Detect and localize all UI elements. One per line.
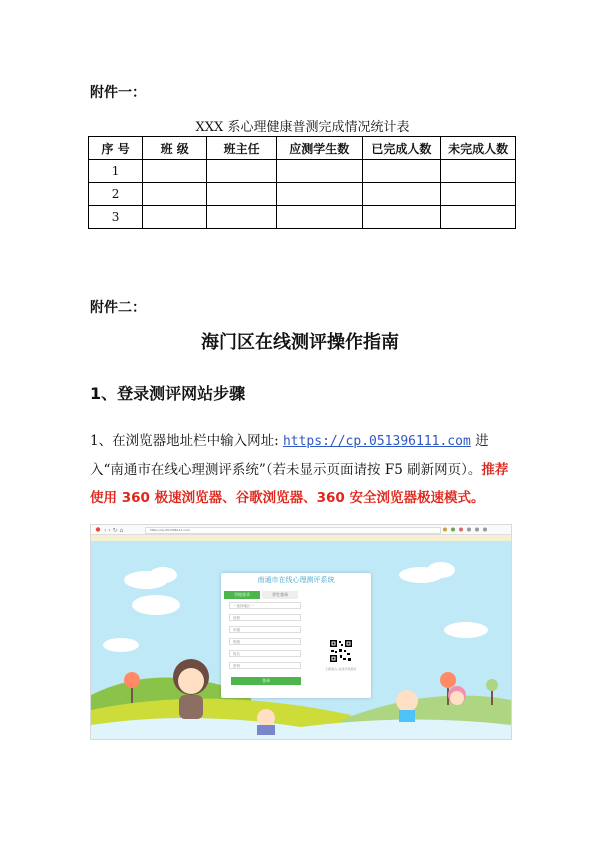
table-cell: 1 bbox=[89, 160, 143, 183]
table-cell bbox=[441, 206, 516, 229]
table-cell bbox=[362, 183, 441, 206]
password-input[interactable]: 密码 bbox=[229, 662, 301, 669]
step1-paragraph bbox=[90, 427, 510, 512]
table-cell bbox=[143, 206, 207, 229]
table-cell bbox=[207, 206, 277, 229]
browser-extension-icons bbox=[439, 525, 509, 534]
header-cell: 班 级 bbox=[143, 137, 207, 160]
header-cell: 班主任 bbox=[207, 137, 277, 160]
section1-heading: 1、登录测评网站步骤 bbox=[90, 384, 246, 403]
table-row bbox=[89, 206, 516, 229]
step1-mid: 进入“南通市在线心理测评系统”（若未显示页面请按 F5 刷新网页）。 bbox=[90, 433, 489, 478]
table-cell: 3 bbox=[89, 206, 143, 229]
school-select[interactable]: 选校 bbox=[229, 614, 301, 621]
table-cell bbox=[207, 183, 277, 206]
attachment1-label: 附件一： bbox=[90, 85, 146, 101]
grade-select[interactable]: 年级 bbox=[229, 626, 301, 633]
table-row bbox=[89, 160, 516, 183]
table-row bbox=[89, 183, 516, 206]
name-input[interactable]: 姓名 bbox=[229, 650, 301, 657]
browser-toolbar bbox=[91, 525, 511, 535]
table-cell bbox=[441, 160, 516, 183]
system-url-link[interactable]: https://cp.051396111.com bbox=[282, 434, 471, 449]
step1-prefix: 1、在浏览器地址栏中输入网址: bbox=[90, 433, 283, 449]
table-title: XXX 系心理健康普测完成情况统计表 bbox=[195, 120, 410, 135]
header-cell: 已完成人数 bbox=[362, 137, 441, 160]
completion-stats-table bbox=[88, 136, 516, 229]
table-cell bbox=[441, 183, 516, 206]
url-bar: https://cp.051396111.com bbox=[145, 527, 441, 534]
qr-code-icon bbox=[329, 639, 353, 663]
tab-student-login[interactable]: 学生登录 bbox=[262, 591, 298, 599]
header-cell: 未完成人数 bbox=[441, 137, 516, 160]
header-cell: 序 号 bbox=[89, 137, 143, 160]
table-cell bbox=[143, 160, 207, 183]
guide-title: 海门区在线测评操作指南 bbox=[201, 332, 399, 353]
table-cell bbox=[207, 160, 277, 183]
table-cell bbox=[362, 206, 441, 229]
login-page-screenshot bbox=[90, 524, 512, 740]
svg-text:‹ › ↻ ⌂: ‹ › ↻ ⌂ bbox=[104, 527, 124, 534]
table-cell bbox=[277, 183, 363, 206]
browser-recommendation: 推荐使用 360 极速浏览器、谷歌浏览器、360 安全浏览器极速模式。 bbox=[90, 462, 509, 506]
tab-school-login[interactable]: 学校登录 bbox=[224, 591, 260, 599]
table-header-row bbox=[89, 137, 516, 160]
login-button[interactable]: 登录 bbox=[231, 677, 301, 685]
qr-caption: 扫码进入·在线手机测评 bbox=[325, 667, 357, 671]
header-cell: 应测学生数 bbox=[277, 137, 363, 160]
table-cell bbox=[143, 183, 207, 206]
table-cell bbox=[362, 160, 441, 183]
table-cell bbox=[277, 160, 363, 183]
system-title: 南通市在线心理测评系统 bbox=[257, 576, 335, 584]
cartoon-background bbox=[91, 535, 511, 739]
table-cell: 2 bbox=[89, 183, 143, 206]
attachment2-label: 附件二： bbox=[90, 300, 146, 316]
region-select[interactable]: 一选择地区一 bbox=[229, 602, 301, 609]
table-cell bbox=[277, 206, 363, 229]
class-select[interactable]: 班级 bbox=[229, 638, 301, 645]
browser-nav-icons bbox=[93, 525, 143, 534]
